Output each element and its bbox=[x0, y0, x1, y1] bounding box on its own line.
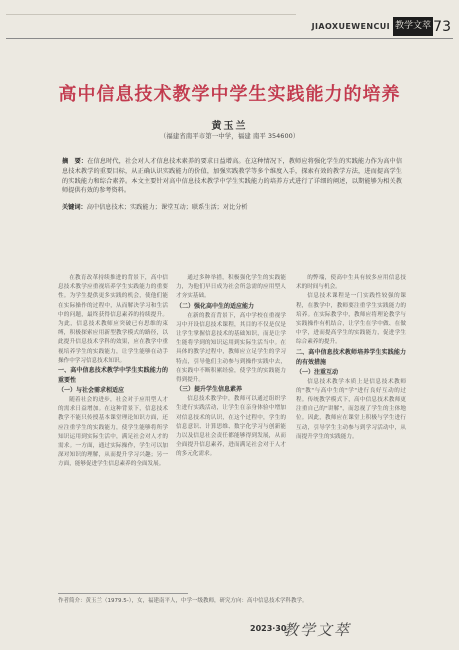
journal-name: JIAOXUEWENCUI bbox=[311, 22, 390, 31]
subsection-heading: （一）注重互动 bbox=[296, 368, 339, 376]
paragraph: 在新的教育背景下，高中学校在重视学习中开设信息技术课程，其目的不仅是仅是让学生掌握信息技术的基础知识，而是让学生能将学到的知识运用到实际生活当中。在具体的教学过程中，教师应立足学生的学习特点，引导他们主动参与到操作实践中去，在实践中不断积累经验，使学生的实践能力得到提升。 bbox=[176, 312, 286, 384]
header-top-rule bbox=[6, 14, 296, 15]
body-column-2 bbox=[176, 274, 286, 460]
section-heading: 一、高中信息技术教学中学生实践能力的重要性 bbox=[58, 367, 168, 385]
footer-journal-logo: 教学文萃 bbox=[283, 621, 352, 639]
footnote-rule bbox=[58, 593, 188, 594]
article-author: 黄玉兰 bbox=[211, 121, 248, 132]
subsection-heading: （三）提升学生信息素养 bbox=[176, 386, 243, 394]
author-footnote: 作者简介：黄玉兰（1979.5-），女，福建南平人，中学一级教师，研究方向：高中信息技术学科教学。 bbox=[58, 598, 308, 604]
abstract-text: 在信息时代，社会对人才信息技术素养的要求日益增高。在这种情况下，教师应将强化学生的实践能力作为高中信息技术教学的重要目标，从正确认识实践能力的价值，加强实践教学等多个维度入手，探索有效的教学方法，进而提高学生的实践能力和综合素养。本文主要针对高中信息技术教学中学生实践能力的培养方式进行了详细的阐述，以期能够为相关教师提供有效的参考资料。 bbox=[62, 158, 403, 195]
paragraph: 随着社会的进步，社会对于应用型人才的需求日益增加。在这种背景下，信息技术教学不能只传授基本课堂理论知识方面，还应注重学生的实践能力，使学生能够将所学知识运用到实际生活中，满足社会对人才的需求。一方面，通过实际操作，学生可以加深对知识的理解，从而提升学习兴趣；另一方面，能够促进学生信息素养的全面发展。 bbox=[58, 397, 168, 468]
subsection-heading: （二）强化高中生的适应能力 bbox=[176, 302, 255, 310]
keywords-text: 高中信息技术；实践能力；课堂互动；联系生活；对比分析 bbox=[86, 204, 248, 211]
section-heading: 二、高中信息技术教师培养学生实践能力的有效措施 bbox=[296, 348, 406, 366]
paragraph: 信息技术课程是一门实践性较强的课程，在教学中，教师要注重学生实践能力的培养。在实际教学中，教师应将理论教学与实践操作有机结合，让学生在学中做、在做中学，进而提高学生的实践能力，促进学生综合素养的提升。 bbox=[296, 293, 406, 346]
paragraph: 通过多种举措，积极强化学生的实践能力，为他们早日成为社会所急需的应用型人才夯实基础。 bbox=[176, 275, 286, 300]
issue-number: 2023·30 bbox=[250, 624, 287, 633]
body-column-1 bbox=[58, 274, 168, 470]
abstract-label: 摘 要： bbox=[62, 158, 88, 165]
body-column-3 bbox=[296, 274, 406, 442]
subsection-heading: （一）与社会需求相适应 bbox=[58, 387, 125, 395]
article-affiliation: （福建省南平市第一中学，福建 南平 354600） bbox=[159, 132, 300, 140]
keywords-label: 关键词： bbox=[62, 204, 87, 211]
article-title: 高中信息技术教学中学生实践能力的培养 bbox=[58, 84, 401, 105]
journal-badge: 教学文萃 bbox=[393, 17, 433, 36]
paragraph: 在教育改革持续推进的背景下，高中信息技术教学应重视培养学生实践能力的重要性。为学生提供更多实践的机会，使他们能在实际操作的过程中，从而解决学习和生活中的问题，最终获得信息素养的持续提升。为此，信息技术教师应突破已有思维的束缚，积极探索应用新型教学模式的路径，以此提升信息技术学科的效果，应在教学中重视培养学生的实践能力，让学生能够在动手操作中学习信息技术知识。 bbox=[58, 275, 168, 364]
paragraph: 信息技术教学本质上是信息技术教师的"教"与高中生的"学"进行良好互动的过程。传统教学模式下，高中信息技术教师更注重自己的"讲解"，而忽视了学生的主体地位。因此，教师应在课堂上积极与学生进行互动，引导学生主动参与到学习活动中，从而提升学生的实践能力。 bbox=[296, 378, 406, 440]
keywords bbox=[62, 203, 402, 213]
paragraph: 的弊端，使高中生具有较多应用信息技术的时间与机会。 bbox=[296, 275, 406, 291]
paragraph: 信息技术教学中，教师可以通过组织学生进行实践活动，让学生在亲身体验中增加对信息技术的认识，在这个过程中，学生的信息意识、计算思维、数字化学习与创新能力以及信息社会责任都能够得到发展，从而全面提升信息素养，进而满足社会对于人才的多元化需求。 bbox=[176, 396, 286, 458]
page-number: 73 bbox=[433, 19, 451, 35]
header-rule bbox=[6, 38, 453, 39]
abstract bbox=[62, 157, 402, 196]
